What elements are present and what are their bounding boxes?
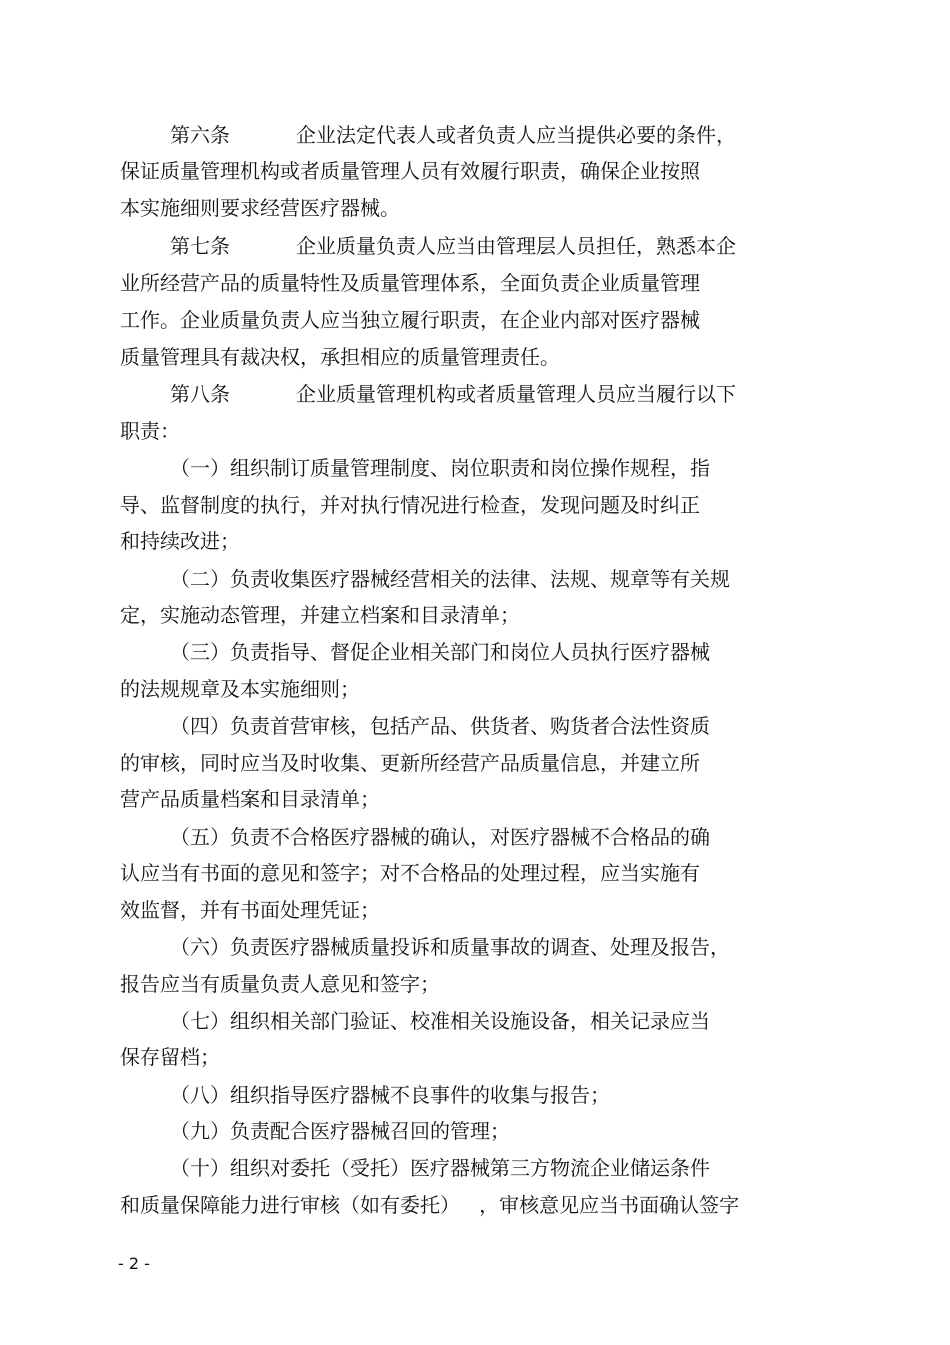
article-7-label: 第七条: [170, 234, 230, 258]
item-5-line-2: 认应当有书面的意见和签字；对不合格品的处理过程，应当实施有: [120, 861, 700, 885]
item-5-line-3: 效监督，并有书面处理凭证；: [120, 898, 380, 922]
item-9-line-1: （九）负责配合医疗器械召回的管理；: [170, 1119, 510, 1143]
item-1-line-2: 导、监督制度的执行，并对执行情况进行检查，发现问题及时纠正: [120, 493, 700, 517]
item-1-line-3: 和持续改进；: [120, 529, 240, 553]
item-4-line-2: 的审核，同时应当及时收集、更新所经营产品质量信息，并建立所: [120, 751, 700, 775]
article-8-line-1: 企业质量管理机构或者质量管理人员应当履行以下: [296, 382, 736, 406]
article-6-line-1: 企业法定代表人或者负责人应当提供必要的条件，: [296, 123, 736, 147]
item-10-line-2: 和质量保障能力进行审核（如有委托） ，审核意见应当书面确认签字: [120, 1193, 740, 1217]
article-6-line-3: 本实施细则要求经营医疗器械。: [120, 196, 400, 220]
item-6-line-2: 报告应当有质量负责人意见和签字；: [120, 972, 440, 996]
article-7-line-2: 业所经营产品的质量特性及质量管理体系，全面负责企业质量管理: [120, 271, 700, 295]
article-6-line-2: 保证质量管理机构或者质量管理人员有效履行职责，确保企业按照: [120, 159, 700, 183]
item-7-line-2: 保存留档；: [120, 1045, 220, 1069]
item-3-line-2: 的法规规章及本实施细则；: [120, 677, 360, 701]
page-number: - 2 -: [118, 1254, 150, 1273]
article-7-line-3: 工作。企业质量负责人应当独立履行职责，在企业内部对医疗器械: [120, 308, 700, 332]
item-2-line-1: （二）负责收集医疗器械经营相关的法律、法规、规章等有关规: [170, 567, 730, 591]
item-1-line-1: （一）组织制订质量管理制度、岗位职责和岗位操作规程，指: [170, 456, 710, 480]
item-8-line-1: （八）组织指导医疗器械不良事件的收集与报告；: [170, 1083, 610, 1107]
item-6-line-1: （六）负责医疗器械质量投诉和质量事故的调查、处理及报告，: [170, 935, 730, 959]
article-8-label: 第八条: [170, 382, 230, 406]
article-7-line-4: 质量管理具有裁决权，承担相应的质量管理责任。: [120, 345, 560, 369]
article-6-label: 第六条: [170, 123, 230, 147]
item-5-line-1: （五）负责不合格医疗器械的确认，对医疗器械不合格品的确: [170, 825, 710, 849]
article-7-line-1: 企业质量负责人应当由管理层人员担任，熟悉本企: [296, 234, 736, 258]
item-7-line-1: （七）组织相关部门验证、校准相关设施设备，相关记录应当: [170, 1009, 710, 1033]
item-2-line-2: 定，实施动态管理，并建立档案和目录清单；: [120, 603, 520, 627]
item-4-line-1: （四）负责首营审核，包括产品、供货者、购货者合法性资质: [170, 714, 710, 738]
item-3-line-1: （三）负责指导、督促企业相关部门和岗位人员执行医疗器械: [170, 640, 710, 664]
item-10-line-1: （十）组织对委托（受托）医疗器械第三方物流企业储运条件: [170, 1156, 710, 1180]
item-4-line-3: 营产品质量档案和目录清单；: [120, 787, 380, 811]
article-8-line-2: 职责：: [120, 419, 180, 443]
